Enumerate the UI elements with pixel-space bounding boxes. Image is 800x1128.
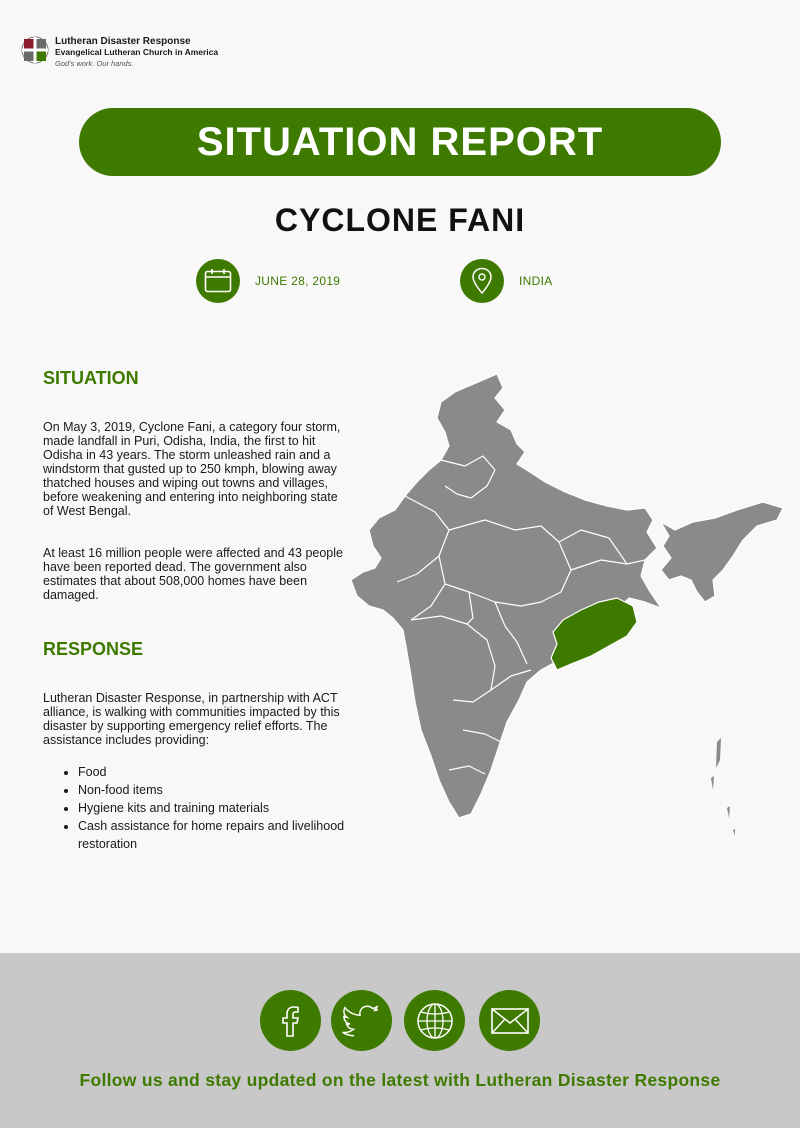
page-title: CYCLONE FANI <box>274 202 526 238</box>
logo-org: Evangelical Lutheran Church in America <box>55 47 219 57</box>
globe-icon[interactable] <box>404 990 465 1051</box>
follow-text: Follow us and stay updated on the latest with Lutheran Disaster Response <box>79 1070 721 1090</box>
date-label: JUNE 28, 2019 <box>255 274 341 288</box>
banner-title: SITUATION REPORT <box>196 119 604 164</box>
response-paragraph: Lutheran Disaster Response, in partnership with ACT alliance, is walking with communities impacted by this disaster by supporting emergency relief efforts. The assistance includes providing: <box>43 691 340 747</box>
email-icon[interactable] <box>479 990 540 1051</box>
twitter-icon[interactable] <box>331 990 392 1051</box>
report-location <box>460 259 553 303</box>
india-states <box>351 374 783 836</box>
assistance-list <box>60 763 363 853</box>
andaman-islands <box>711 738 735 836</box>
location-label: INDIA <box>519 274 553 288</box>
india-mainland <box>351 374 661 818</box>
facebook-icon[interactable] <box>260 990 321 1051</box>
list-item: • Non-food items <box>78 781 363 799</box>
situation-paragraph-2: At least 16 million people were affected and 43 people have been reported dead. The government also estimates that about 508,000 homes have been damaged. <box>43 546 343 602</box>
response-heading: RESPONSE <box>43 639 144 659</box>
india-map <box>345 370 790 840</box>
report-banner <box>79 108 721 176</box>
india-northeast <box>661 502 783 602</box>
ldr-cross-logo-icon <box>21 36 49 64</box>
report-date <box>196 259 340 303</box>
situation-paragraph-1: On May 3, 2019, Cyclone Fani, a category four storm, made landfall in Puri, Odisha, India, the first to hit Odisha in 43 years. The storm unleashed rain and a windstorm that gusted up to 250 kmph, blowing away thatched houses and wiping out towns and villages, before weakening and entering into neighboring state of West Bengal. <box>43 420 341 518</box>
location-pin-icon <box>460 259 504 303</box>
logo-name: Lutheran Disaster Response <box>55 36 191 47</box>
list-item: • Food <box>78 763 363 781</box>
footer <box>0 953 800 1128</box>
list-item: • Cash assistance for home repairs and livelihood restoration <box>78 817 363 853</box>
ldr-logo[interactable] <box>21 36 218 69</box>
logo-tagline: God's work. Our hands. <box>55 59 134 68</box>
list-item: • Hygiene kits and training materials <box>78 799 363 817</box>
situation-heading: SITUATION <box>43 368 139 388</box>
calendar-icon <box>196 259 240 303</box>
